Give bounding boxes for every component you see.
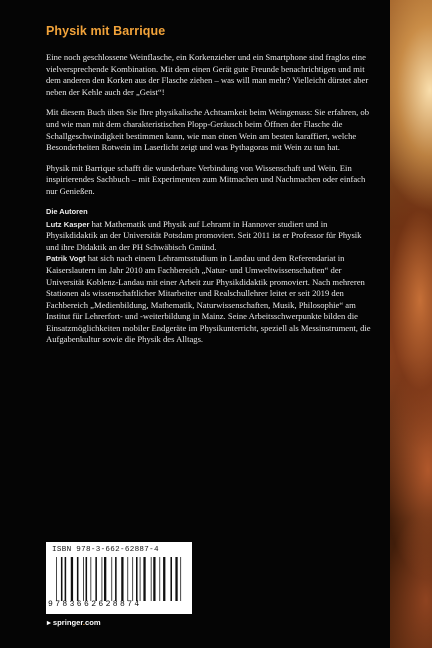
author-name-kasper: Lutz Kasper <box>46 219 90 229</box>
barcode-bar <box>127 557 128 601</box>
barcode-bar <box>180 557 181 601</box>
barcode-bar <box>61 557 63 601</box>
authors-heading: Die Autoren <box>46 206 88 216</box>
barcode-bar <box>163 557 165 601</box>
barcode-bar <box>153 557 155 601</box>
author-bio-text-kasper: hat Mathematik und Physik auf Lehramt in Hannover studiert und in Physikdidaktik an der Universität Potsdam promoviert. Seit 2011 ist er Professor für Physik und ihre Didaktik an der PH Schwäbisch Gmünd. <box>46 218 362 252</box>
barcode-bar <box>140 557 141 601</box>
barcode-bar <box>143 557 145 601</box>
book-title: Physik mit Barrique <box>46 24 166 38</box>
blurb-paragraph-1: Eine noch geschlossene Weinflasche, ein Korkenzieher und ein Smartphone sind fraglos eine vielversprechende Kombination. Mit dem einen Gerät gute Freunde benachrichtigen und mit dem anderen den Korken aus der Flasche ziehen – was will man mehr? Vielleicht dürstet aber neben der Kehle auch der „Geist“! <box>46 52 369 97</box>
publisher-dot: . <box>82 618 86 627</box>
barcode-bar <box>175 557 177 601</box>
barcode-bar <box>104 557 106 601</box>
barcode-bar <box>159 557 160 601</box>
publisher-logo <box>47 618 101 627</box>
back-cover-text <box>46 24 372 346</box>
isbn-label: ISBN 978-3-662-62887-4 <box>52 546 159 554</box>
blurb-paragraph-2: Mit diesem Buch üben Sie Ihre physikalische Achtsamkeit beim Weingenuss: Sie erfahren, ob und wie man mit dem charakteristischen Plopp-Geräusch beim Öffnen der Flasche die Schallgeschwindigkeit bestimmen kann, wie man einen Wein am besten karaffiert, welche Besonderheiten Rotwein im Laserlicht zeigt und was Pythagoras mit Wein zu tun hat. <box>46 107 370 153</box>
author-bio-vogt <box>46 253 372 346</box>
author-bio-text-vogt: hat sich nach einem Lehramtsstudium in Landau und dem Referendariat in Kaiserslautern im Jahr 2010 am Fachbereich „Natur- und Umweltwissenschaften“ der Universität Koblenz-Landau mit einer Arbeit zur Physikdidaktik promoviert. Nach mehreren Stationen als wissenschaftlicher Mitarbeiter und Realschullehrer leitet er seit 2019 den Fachbereich „Medienbildung, Mathematik, Naturwissenschaften, Musik, Philosophie“ am Institut für Lehrerfort- und -weiterbildung in Mainz. Seine Arbeitsschwerpunkte bilden die Einsatzmöglichkeiten mobiler Endgeräte im Physikunterricht, speziell als Messinstrument, die Aufgabenkultur sowie die Physik des Alltags. <box>46 253 371 345</box>
barcode-bar <box>71 557 73 601</box>
barcode-bar <box>132 557 133 601</box>
publisher-domain: com <box>85 618 101 627</box>
barcode-bar <box>83 557 84 601</box>
barcode-bar <box>170 557 172 601</box>
author-name-vogt: Patrik Vogt <box>46 254 86 264</box>
barcode-bar <box>56 557 57 601</box>
barcode-bar <box>136 557 138 601</box>
barcode-bar <box>102 557 103 601</box>
barcode-bar <box>77 557 79 601</box>
publisher-name: springer <box>52 618 83 627</box>
barcode-bar <box>65 557 67 601</box>
barcode-bar <box>121 557 123 601</box>
barcode-bar <box>115 557 117 601</box>
author-bio-kasper <box>46 219 372 254</box>
isbn-barcode <box>46 542 192 614</box>
barcode-bar <box>95 557 97 601</box>
barcode-bars <box>56 557 184 601</box>
barcode-bar <box>86 557 88 601</box>
publisher-bullet: ▸ <box>47 618 53 627</box>
barcode-bar <box>151 557 152 601</box>
barcode-bar <box>90 557 91 601</box>
cover-photo-edge <box>390 0 432 648</box>
barcode-digits: 9783662628874 <box>48 600 142 609</box>
blurb-paragraph-3: Physik mit Barrique schafft die wunderbare Verbindung von Wissenschaft und Wein. Ein inspirierendes Sachbuch – mit Experimenten zum Mitmachen und Nachmachen oder einfach nur Genießen. <box>46 162 366 196</box>
barcode-bar <box>111 557 112 601</box>
